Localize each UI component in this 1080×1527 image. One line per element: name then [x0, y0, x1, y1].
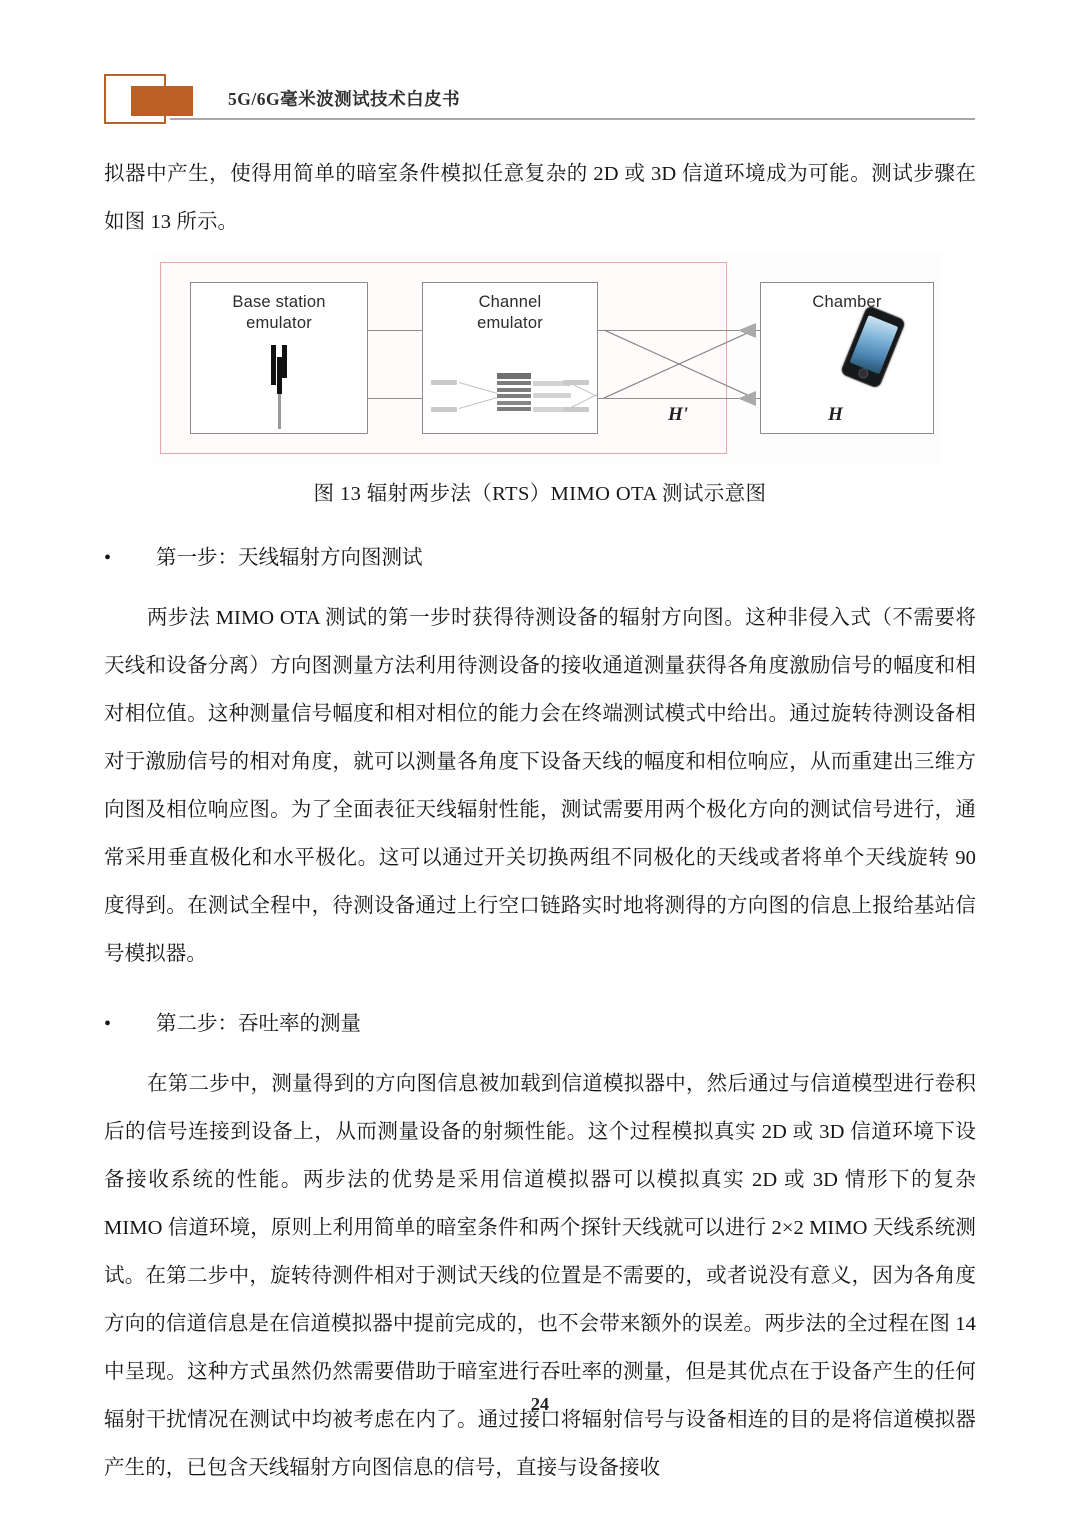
bullet-label-step-two: 第二步：吞吐率的测量	[156, 1013, 361, 1035]
bullet-marker-icon-2: •	[104, 1013, 112, 1035]
physical-channel-label: H	[828, 404, 843, 425]
antenna-element-left	[271, 345, 276, 385]
ce-label-line2: emulator	[477, 314, 543, 332]
block-base-station-emulator	[190, 282, 368, 434]
page-number: 24	[531, 1394, 549, 1414]
main-content-block	[104, 534, 976, 1492]
ce-output-tag-2	[563, 407, 589, 412]
ce-link-4	[571, 394, 598, 408]
figure-13-caption: 图 13 辐射两步法（RTS）MIMO OTA 测试示意图	[313, 483, 767, 505]
page-header	[0, 72, 1080, 134]
spacer-after-bullet-1	[104, 582, 976, 594]
intro-paragraph-block	[104, 150, 976, 246]
spacer-before-bullet-2	[104, 978, 976, 1000]
bs-label-line1: Base station	[232, 293, 326, 311]
ce-output-tag-1	[563, 380, 589, 385]
ce-link-2	[459, 397, 498, 409]
paragraph-step-two: 在第二步中，测量得到的方向图信息被加载到信道模拟器中，然后通过与信道模型进行卷积后的信号连接到设备上，从而测量设备的射频性能。这个过程模拟真实 2D 或 3D 信道环境下设备接收系统的性能。两步法的优势是采用信道模拟器可以模拟真实 2D 或 3D 情形下的复杂 MIMO 信道环境，原则上利用简单的暗室条件和两个探针天线就可以进行 2×2 MIMO 天线系统测试。在第二步中，旋转待测件相对于测试天线的位置是不需要的，或者说没有意义，因为各角度方向的信道信息是在信道模拟器中提前完成的，也不会带来额外的误差。两步法的全过程在图 14 中呈现。这种方式虽然仍然需要借助于暗室进行吞吐率的测量，但是其优点在于设备产生的任何辐射干扰情况在测试中均被考虑在内了。通过接口将辐射信号与设备相连的目的是将信道模拟器产生的，已包含天线辐射方向图信息的信号，直接与设备接收	[104, 1073, 976, 1479]
paragraph-step-one: 两步法 MIMO OTA 测试的第一步时获得待测设备的辐射方向图。这种非侵入式（不需要将天线和设备分离）方向图测量方法利用待测设备的接收通道测量获得各角度激励信号的幅度和相对相位值。这种测量信号幅度和相对相位的能力会在终端测试模式中给出。通过旋转待测设备相对于激励信号的相对角度，就可以测量各角度下设备天线的幅度和相位响应，从而重建出三维方向图及相位响应图。为了全面表征天线辐射性能，测试需要用两个极化方向的测试信号进行，通常采用垂直极化和水平极化。这可以通过开关切换两组不同极化的天线或者将单个天线旋转 90 度得到。在测试全程中，待测设备通过上行空口链路实时地将测得的方向图的信息上报给基站信号模拟器。	[104, 607, 976, 965]
bullet-item-step-one	[104, 534, 976, 582]
figure-13-block	[104, 252, 976, 505]
channel-emulator-label	[423, 292, 597, 334]
chamber-label	[761, 292, 933, 313]
brand-logo-icon	[104, 74, 170, 128]
block-channel-emulator	[422, 282, 598, 434]
bs-label-line2: emulator	[246, 314, 312, 332]
header-title: 5G/6G毫米波测试技术白皮书	[228, 89, 461, 109]
bullet-marker-icon: •	[104, 547, 112, 569]
header-divider	[170, 118, 975, 120]
bullet-item-step-two	[104, 1000, 976, 1048]
paragraph-intro: 拟器中产生，使得用简单的暗室条件模拟任意复杂的 2D 或 3D 信道环境成为可能。测试步骤在如图 13 所示。	[104, 163, 976, 233]
channel-emulator-schematic-icon	[431, 371, 589, 419]
logo-fill-shape	[131, 86, 193, 116]
antenna-element-center	[277, 357, 282, 394]
ce-input-tag-2	[431, 407, 457, 412]
ce-label-line1: Channel	[478, 293, 542, 311]
base-station-emulator-label	[191, 292, 367, 334]
spacer-after-bullet-2	[104, 1048, 976, 1060]
antenna-icon	[259, 345, 299, 429]
ce-input-tag-1	[431, 380, 457, 385]
emulated-channel-label: H'	[668, 404, 689, 425]
bullet-label-step-one: 第一步：天线辐射方向图测试	[156, 547, 423, 569]
figure-13-canvas	[152, 252, 942, 464]
chamber-label-line1: Chamber	[812, 293, 882, 311]
antenna-element-right	[282, 345, 287, 378]
ce-tap-delay-stack	[497, 373, 531, 415]
ce-path-bar-2	[533, 393, 571, 398]
ce-link-1	[459, 382, 498, 394]
